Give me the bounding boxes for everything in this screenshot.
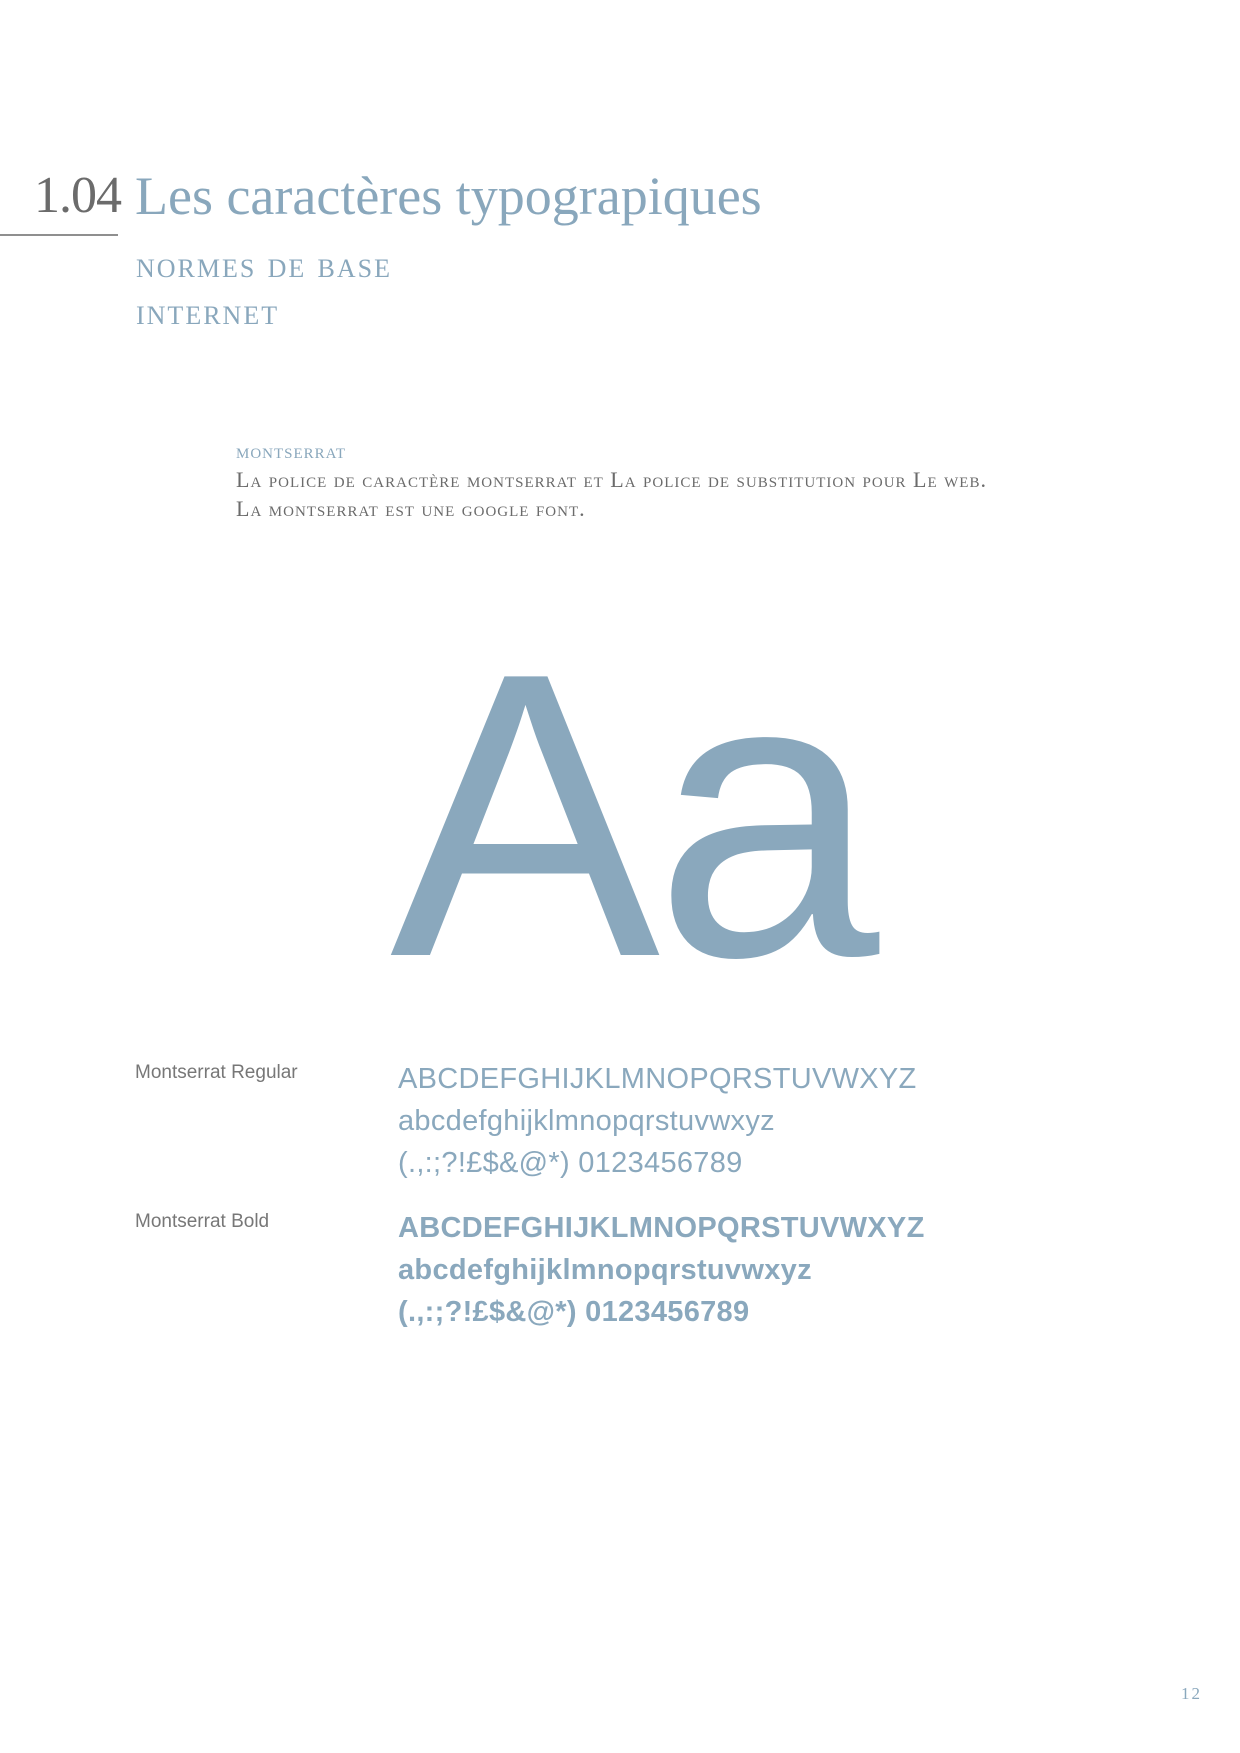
charset-bold-lowercase: abcdefghijklmnopqrstuvwxyz bbox=[398, 1254, 812, 1286]
font-name-heading: montserrat bbox=[236, 438, 347, 463]
subtitle-line-2: internet bbox=[136, 292, 280, 333]
subtitle-line-1: normes de base bbox=[136, 245, 392, 286]
page-number: 12 bbox=[1181, 1684, 1202, 1703]
charset-regular-lowercase: abcdefghijklmnopqrstuvwxyz bbox=[398, 1105, 775, 1137]
section-divider bbox=[0, 234, 118, 236]
charset-regular-symbols: (.,:;?!£$&@*) 0123456789 bbox=[398, 1147, 743, 1179]
section-number: 1.04 bbox=[34, 167, 121, 224]
section-title: Les caractères typograpiques bbox=[135, 166, 762, 226]
charset-regular bbox=[398, 1058, 917, 1184]
charset-bold-uppercase: ABCDEFGHIJKLMNOPQRSTUVWXYZ bbox=[398, 1212, 925, 1244]
glyph-sample-aa: Aa bbox=[390, 588, 874, 1041]
weight-label-bold: Montserrat Bold bbox=[135, 1211, 270, 1232]
charset-bold-symbols: (.,:;?!£$&@*) 0123456789 bbox=[398, 1296, 750, 1328]
charset-regular-uppercase: ABCDEFGHIJKLMNOPQRSTUVWXYZ bbox=[398, 1063, 917, 1095]
font-description: La police de caractère montserrat et La police de substitution pour Le web. La montserrat est une google font. bbox=[236, 467, 987, 521]
weight-label-regular: Montserrat Regular bbox=[135, 1062, 298, 1083]
charset-bold bbox=[398, 1207, 925, 1333]
